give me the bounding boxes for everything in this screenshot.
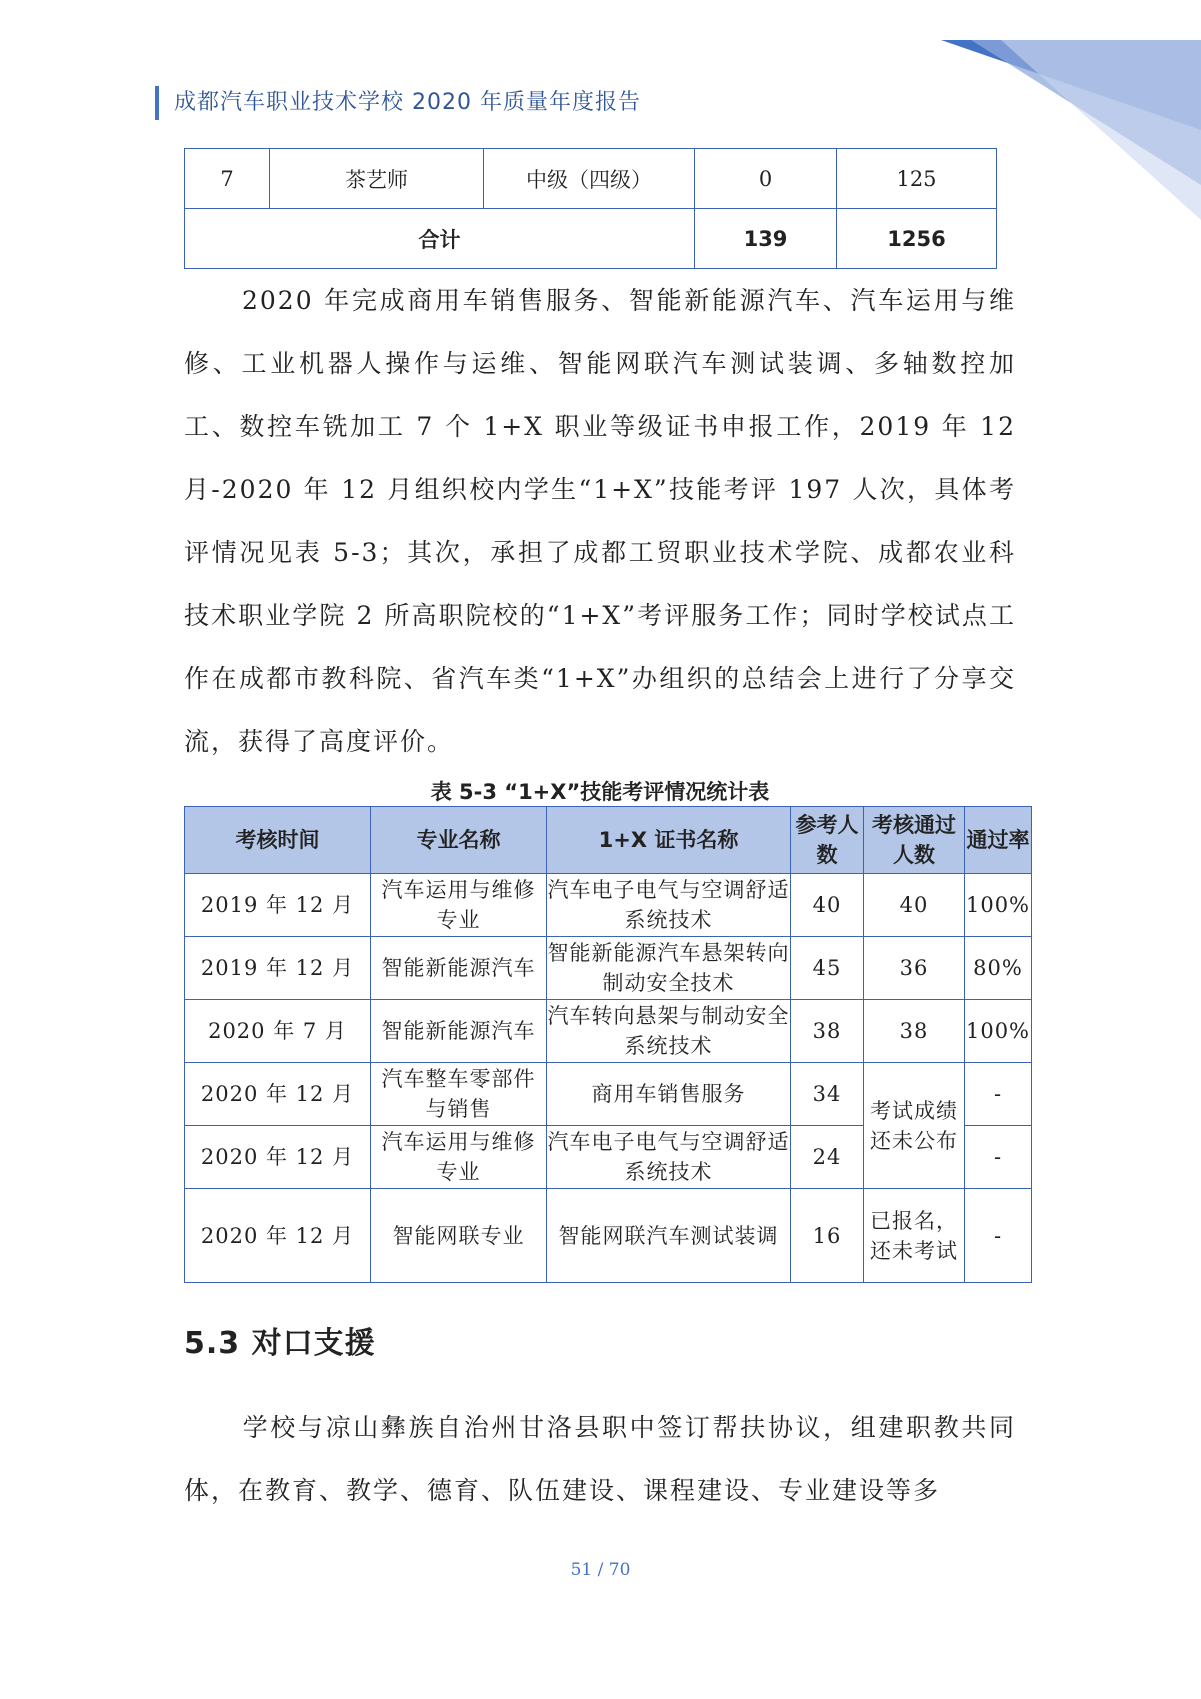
page-number: 51 / 70 — [570, 1560, 631, 1580]
cell-time: 2020 年 7 月 — [185, 1000, 371, 1063]
col-header-major: 专业名称 — [371, 807, 547, 874]
cell-cert: 智能网联汽车测试装调 — [547, 1189, 791, 1283]
cell-major: 汽车整车零部件与销售 — [371, 1063, 547, 1126]
table-row — [185, 1000, 1032, 1063]
cell-cert: 智能新能源汽车悬架转向制动安全技术 — [547, 937, 791, 1000]
col-header-rate: 通过率 — [965, 807, 1032, 874]
value-a: 0 — [695, 149, 837, 209]
table-row — [185, 937, 1032, 1000]
table-row — [185, 1063, 1032, 1126]
total-row — [185, 209, 997, 269]
header-title: 成都汽车职业技术学校 2020 年质量年度报告 — [174, 90, 641, 115]
cell-rate: 100% — [965, 1000, 1032, 1063]
cell-time: 2019 年 12 月 — [185, 937, 371, 1000]
total-b: 1256 — [837, 209, 997, 269]
cell-time: 2020 年 12 月 — [185, 1126, 371, 1189]
cell-passed: 已报名，还未考试 — [864, 1189, 965, 1283]
cell-rate: - — [965, 1189, 1032, 1283]
cert-level: 中级（四级） — [484, 149, 695, 209]
cell-passed: 36 — [864, 937, 965, 1000]
section-heading: 5.3 对口支援 — [184, 1326, 376, 1361]
header-accent-bar — [155, 86, 159, 120]
cell-cert: 商用车销售服务 — [547, 1063, 791, 1126]
cell-rate: 100% — [965, 874, 1032, 937]
cell-major: 汽车运用与维修专业 — [371, 1126, 547, 1189]
body-paragraph-1: 2020 年完成商用车销售服务、智能新能源汽车、汽车运用与维修、工业机器人操作与运维、智能网联汽车测试装调、多轴数控加工、数控车铣加工 7 个 1+X 职业等级证书申报工作，2019 年 12 月-2020 年 12 月组织校内学生“1+X”技能考评 197 人次，具体考评情况见表 5-3；其次，承担了成都工贸职业技术学院、成都农业科技术职业学院 2 所高职院校的“1+X”考评服务工作；同时学校试点工作在成都市教科院、省汽车类“1+X”办组织的总结会上进行了分享交流，获得了高度评价。 — [184, 286, 1016, 756]
body-paragraph-2: 学校与凉山彝族自治州甘洛县职中签订帮扶协议，组建职教共同体，在教育、教学、德育、队伍建设、课程建设、专业建设等多 — [184, 1413, 1016, 1505]
col-header-participants: 参考人数 — [791, 807, 864, 874]
cell-passed: 38 — [864, 1000, 965, 1063]
cell-major: 汽车运用与维修专业 — [371, 874, 547, 937]
cell-cert: 汽车电子电气与空调舒适系统技术 — [547, 874, 791, 937]
cell-cert: 汽车电子电气与空调舒适系统技术 — [547, 1126, 791, 1189]
cell-major: 智能新能源汽车 — [371, 937, 547, 1000]
cell-participants: 40 — [791, 874, 864, 937]
cell-participants: 24 — [791, 1126, 864, 1189]
corner-triangle-light — [1001, 40, 1201, 220]
total-label: 合计 — [185, 209, 695, 269]
cell-rate: - — [965, 1063, 1032, 1126]
total-a: 139 — [695, 209, 837, 269]
cell-participants: 34 — [791, 1063, 864, 1126]
col-header-time: 考核时间 — [185, 807, 371, 874]
table-row — [185, 1189, 1032, 1283]
col-header-passed: 考核通过人数 — [864, 807, 965, 874]
cell-major: 智能网联专业 — [371, 1189, 547, 1283]
cell-passed-merged: 考试成绩还未公布 — [864, 1063, 965, 1189]
cell-rate: - — [965, 1126, 1032, 1189]
value-b: 125 — [837, 149, 997, 209]
col-header-cert: 1+X 证书名称 — [547, 807, 791, 874]
table-row — [185, 874, 1032, 937]
cell-time: 2020 年 12 月 — [185, 1189, 371, 1283]
cell-cert: 汽车转向悬架与制动安全系统技术 — [547, 1000, 791, 1063]
row-index: 7 — [185, 149, 270, 209]
cell-participants: 16 — [791, 1189, 864, 1283]
certificate-summary-table — [184, 148, 997, 269]
table-header-row — [185, 807, 1032, 874]
cert-name: 茶艺师 — [270, 149, 484, 209]
cell-participants: 38 — [791, 1000, 864, 1063]
table-row — [185, 149, 997, 209]
cell-major: 智能新能源汽车 — [371, 1000, 547, 1063]
cell-participants: 45 — [791, 937, 864, 1000]
cell-time: 2019 年 12 月 — [185, 874, 371, 937]
cell-time: 2020 年 12 月 — [185, 1063, 371, 1126]
assessment-table — [184, 806, 1032, 1283]
table-caption: 表 5-3 “1+X”技能考评情况统计表 — [430, 780, 770, 804]
cell-rate: 80% — [965, 937, 1032, 1000]
cell-passed: 40 — [864, 874, 965, 937]
